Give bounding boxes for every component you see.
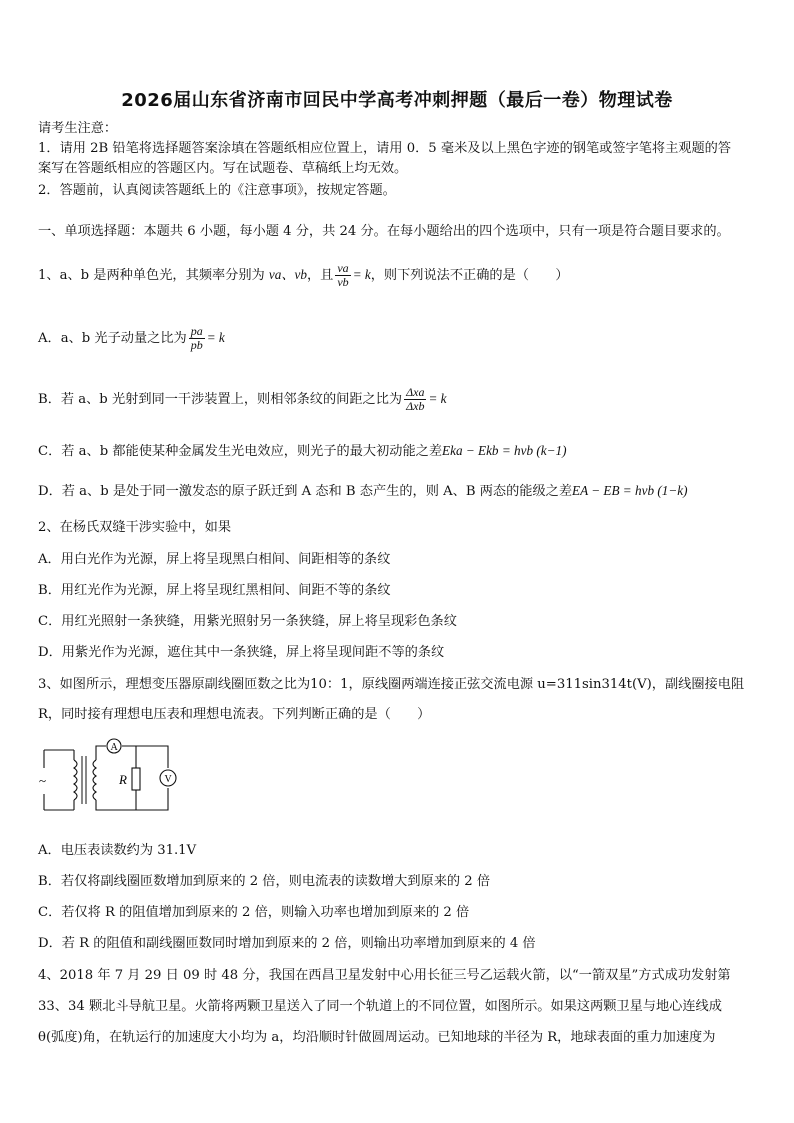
notice-item-1-line-1: 1．请用 2B 铅笔将选择题答案涂填在答题纸相应位置上，请用 0．5 毫米及以上黑色字迹的钢笔或签字笔将主观题的答 [38, 141, 732, 156]
q3-stem-line-1: 3、如图所示，理想变压器原副线圈匝数之比为10：1，原线圈两端连接正弦交流电源 u=311sin314t(V)，副线圈接电阻 [38, 677, 745, 692]
q1-option-c [38, 442, 763, 461]
notice-item-1-line-2: 案写在答题纸相应的答题区内。写在试题卷、草稿纸上均无效。 [38, 161, 408, 176]
secondary-coil [93, 760, 96, 800]
notice-item-2: 2．答题前，认真阅读答题纸上的《注意事项》，按规定答题。 [38, 183, 396, 198]
q1-option-b [38, 386, 763, 413]
q3-stem-line-2: R，同时接有理想电压表和理想电流表。下列判断正确的是（ ） [38, 707, 431, 722]
q1-a-den: pb [190, 338, 203, 352]
q2-option-c: C．用红光照射一条狭缝，用紫光照射另一条狭缝，屏上将呈现彩色条纹 [38, 614, 457, 629]
q1-a-fraction [189, 325, 205, 352]
resistor-label: R [119, 772, 127, 787]
q1-option-a [38, 325, 763, 352]
q3-option-d: D．若 R 的阻值和副线圈匝数同时增加到原来的 2 倍，则输出功率增加到原来的 4 倍 [38, 936, 536, 951]
q2-option-d: D．用紫光作为光源，遮住其中一条狭缝，屏上将呈现间距不等的条纹 [38, 645, 445, 660]
q1-a-num: pa [190, 324, 203, 338]
q1-d-formula: EA − EB = hνb (1−k) [572, 483, 688, 498]
q3-option-c: C．若仅将 R 的阻值增加到原来的 2 倍，则输入功率也增加到原来的 2 倍 [38, 905, 470, 920]
q4-line-1: 4、2018 年 7 月 29 日 09 时 48 分，我国在西昌卫星发射中心用长征三号乙运载火箭，以“一箭双星”方式成功发射第 [38, 968, 731, 983]
q1-stem-text-c: ，则下列说法不正确的是（ ） [370, 268, 569, 283]
q1-stem-text-a: 1、a、b 是两种单色光，其频率分别为 [38, 268, 269, 283]
q1-a-eq: = k [206, 330, 225, 345]
transformer-core [82, 756, 86, 804]
q3-option-b: B．若仅将副线圈匝数增加到原来的 2 倍，则电流表的读数增大到原来的 2 倍 [38, 874, 491, 889]
q1-stem-fraction [335, 262, 350, 289]
q1-b-den: Δxb [406, 399, 425, 413]
page-title: 2026届山东省济南市回民中学高考冲刺押题（最后一卷）物理试卷 [121, 90, 673, 111]
q1-c-text: C．若 a、b 都能使某种金属发生光电效应，则光子的最大初动能之差 [38, 444, 443, 459]
ac-source-symbol: ~ [39, 773, 47, 788]
q1-b-fraction [404, 386, 426, 413]
q1-frac-num: νa [337, 261, 349, 275]
q1-a-text: A．a、b 光子动量之比为 [38, 331, 187, 346]
ammeter-label: A [110, 742, 118, 753]
transformer-circuit-diagram [36, 738, 186, 828]
primary-coil [74, 760, 77, 800]
section-heading: 一、单项选择题：本题共 6 小题，每小题 4 分，共 24 分。在每小题给出的四个选项中，只有一项是符合题目要求的。 [38, 224, 730, 239]
q1-stem-eq: = k [352, 267, 371, 282]
resistor-body [132, 768, 140, 790]
q1-b-text: B．若 a、b 光射到同一干涉装置上，则相邻条纹的间距之比为 [38, 392, 403, 407]
q2-stem: 2、在杨氏双缝干涉实验中，如果 [38, 520, 232, 535]
q1-b-num: Δxa [406, 385, 425, 399]
q2-option-b: B．用红光作为光源，屏上将呈现红黑相间、间距不等的条纹 [38, 583, 391, 598]
q1-stem-text-b: ，且 [306, 268, 334, 283]
q1-stem-vars: νa、νb [268, 267, 307, 282]
q3-option-a: A．电压表读数约为 31.1V [38, 843, 197, 858]
voltmeter-label: V [164, 774, 172, 785]
q1-b-eq: = k [428, 391, 447, 406]
q1-frac-den: νb [337, 275, 349, 289]
q1-c-formula: Eka − Ekb = hνb (k−1) [442, 443, 567, 458]
q1-d-text: D．若 a、b 是处于同一激发态的原子跃迁到 A 态和 B 态产生的，则 A、B 两态的能级之差 [38, 484, 573, 499]
secondary-circuit [93, 746, 168, 810]
notice-heading: 请考生注意： [38, 121, 118, 136]
q2-option-a: A．用白光作为光源，屏上将呈现黑白相间、间距相等的条纹 [38, 552, 391, 567]
q4-line-2: 33、34 颗北斗导航卫星。火箭将两颗卫星送入了同一个轨道上的不同位置，如图所示。如果这两颗卫星与地心连线成 [38, 999, 722, 1014]
primary-circuit [44, 750, 77, 810]
q1-option-d [38, 482, 763, 501]
q1-stem [38, 262, 763, 289]
q4-line-3: θ(弧度)角，在轨运行的加速度大小均为 a，均沿顺时针做圆周运动。已知地球的半径为 R，地球表面的重力加速度为 [38, 1030, 716, 1045]
